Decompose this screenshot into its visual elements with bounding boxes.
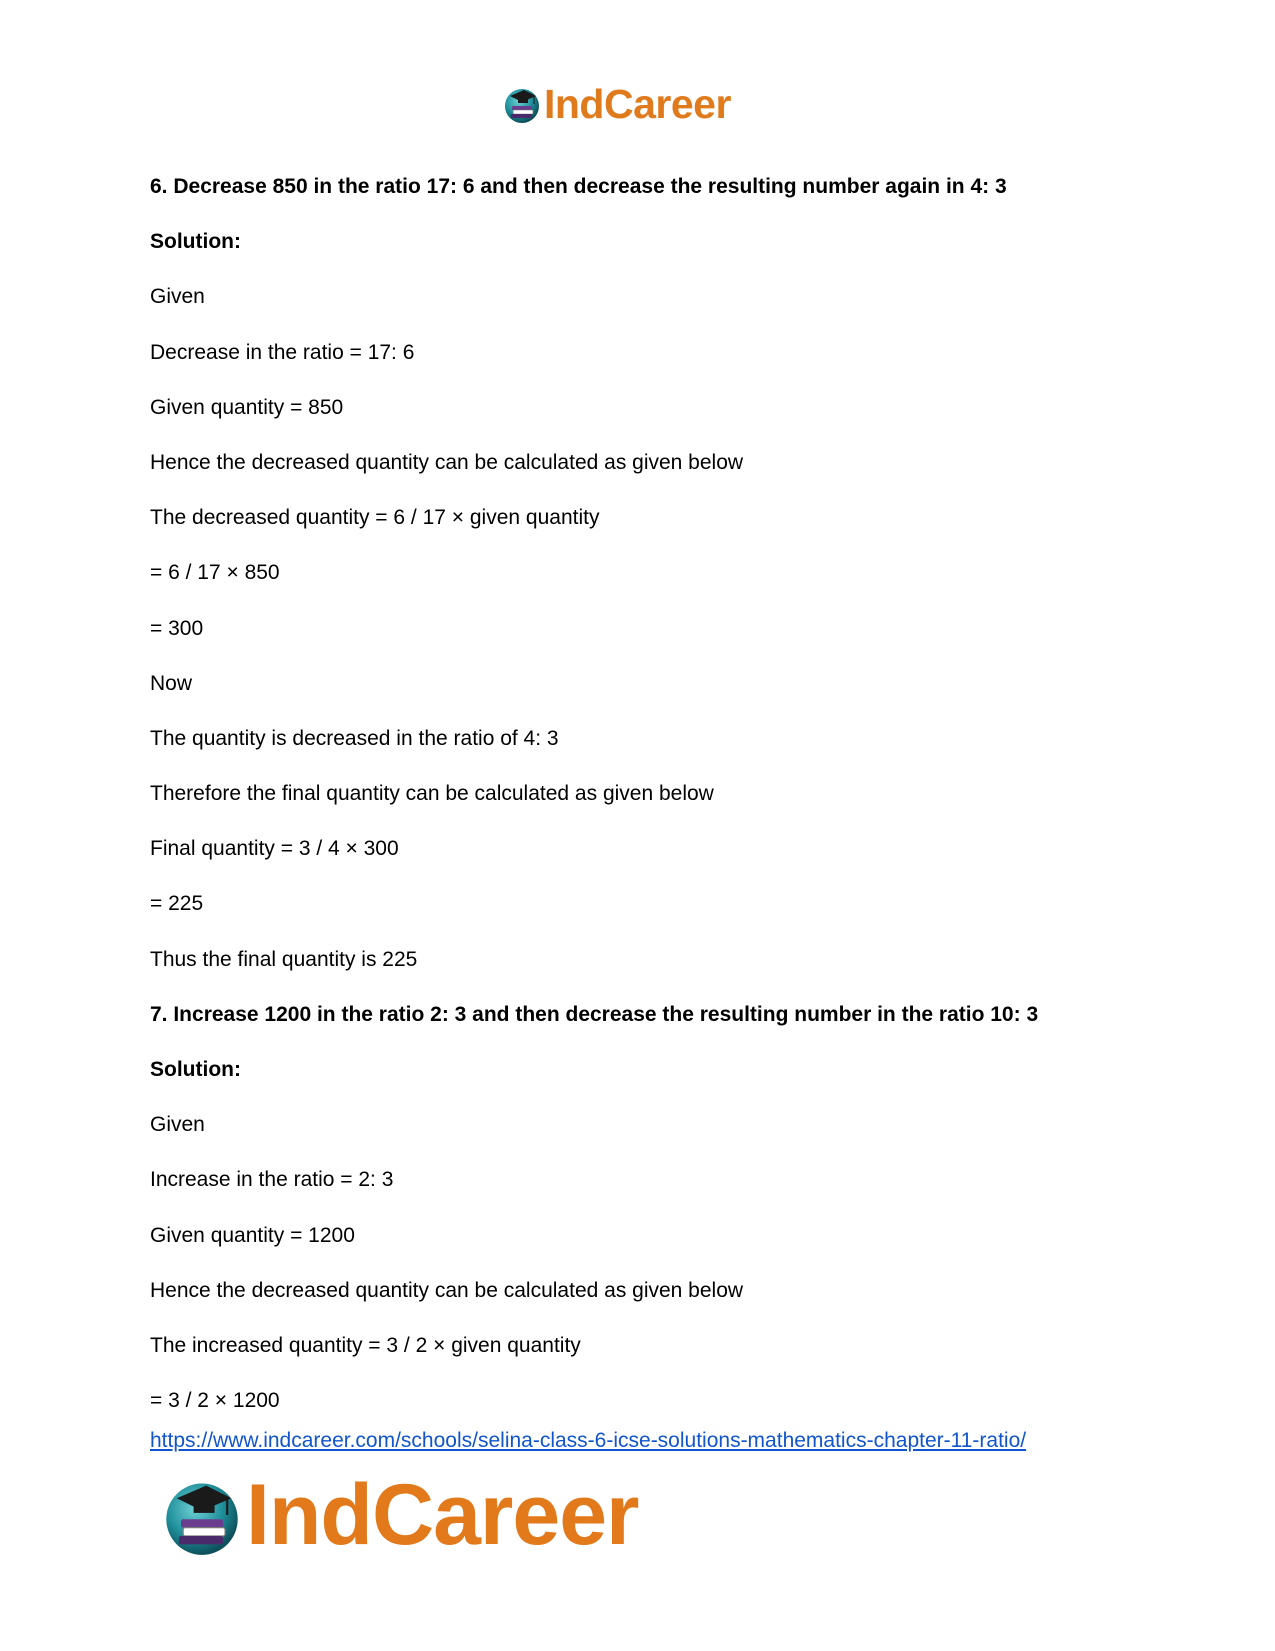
- text-line: = 225: [150, 892, 204, 916]
- text-line: Hence the decreased quantity can be calculated as given below: [150, 1278, 744, 1302]
- text-line: Increase in the ratio = 2: 3: [150, 1168, 394, 1192]
- text-line: Decrease in the ratio = 17: 6: [150, 340, 415, 364]
- footer-logo: [160, 1467, 639, 1563]
- heading-line: 6. Decrease 850 in the ratio 17: 6 and then decrease the resulting number again in 4: 3: [150, 175, 1007, 198]
- text-line: = 6 / 17 × 850: [150, 561, 280, 585]
- heading-line: 7. Increase 1200 in the ratio 2: 3 and then decrease the resulting number in the ratio 10: 3: [150, 1002, 1039, 1026]
- text-line: Given: [150, 1113, 205, 1137]
- text-line: = 3 / 2 × 1200: [150, 1389, 280, 1413]
- heading-line: Solution:: [150, 230, 241, 254]
- text-line: Given: [150, 285, 205, 309]
- text-line: The decreased quantity = 6 / 17 × given quantity: [150, 506, 600, 530]
- source-link[interactable]: https://www.indcareer.com/schools/selina-class-6-icse-solutions-mathematics-chapter-11-ratio/: [150, 1429, 1027, 1452]
- text-line: The quantity is decreased in the ratio of 4: 3: [150, 726, 559, 750]
- text-line: Given quantity = 1200: [150, 1223, 355, 1247]
- text-line: Hence the decreased quantity can be calculated as given below: [150, 450, 744, 474]
- footer-brand: IndCareer: [246, 1467, 639, 1563]
- text-line: Final quantity = 3 / 4 × 300: [150, 837, 399, 861]
- text-line: Given quantity = 850: [150, 395, 344, 419]
- document-body: [150, 174, 1160, 1443]
- text-line: The increased quantity = 3 / 2 × given quantity: [150, 1333, 581, 1357]
- header-brand: IndCareer: [544, 80, 731, 127]
- graduation-globe-icon: [502, 84, 542, 124]
- header-logo: [502, 80, 731, 128]
- text-line: Now: [150, 671, 193, 695]
- heading-line: Solution:: [150, 1058, 241, 1081]
- graduation-globe-icon: [160, 1473, 244, 1557]
- text-line: Therefore the final quantity can be calculated as given below: [150, 782, 714, 806]
- text-line: Thus the final quantity is 225: [150, 947, 418, 971]
- text-line: = 300: [150, 616, 204, 640]
